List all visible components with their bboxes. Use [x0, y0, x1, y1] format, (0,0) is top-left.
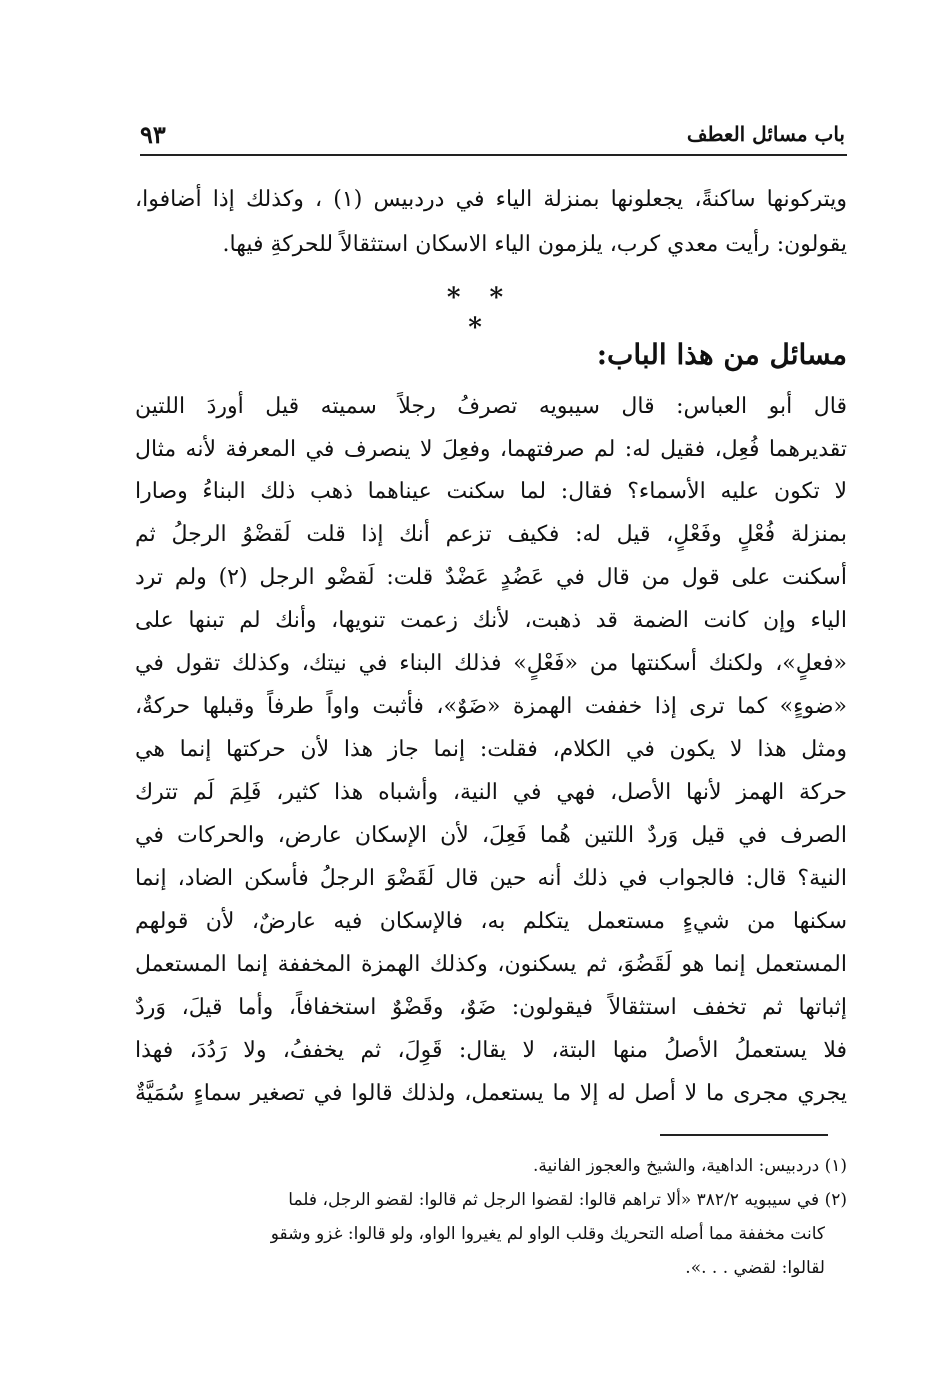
section-heading: مسائل من هذا الباب:: [596, 338, 847, 371]
intro-line: يقولون: رأيت معدي كرب، يلزمون الياء الاسكان استثقالاً للحركةِ فيها.: [222, 232, 847, 257]
body-line: المستعمل إنما هو لَقَضُوَ، ثم يسكنون، وكذلك الهمزة المخففة إنما المستعمل: [135, 952, 847, 977]
footnote-1: (١) دردبيس: الداهية، والشيخ والعجوز الفانية.: [532, 1156, 847, 1176]
body-line: «فعلٍ»، ولكنك أسكنتها من «فَعْلٍ» فذلك البناء في نيتك، وكذلك تقول في: [135, 651, 848, 676]
header-rule: [140, 154, 847, 156]
page-header: [140, 120, 845, 154]
body-line: إثباتها ثم تخفف استثقالاً فيقولون: ضَوٌ، وقَضْوٌ استخفافاً، وأما قيلَ، وَردٌ: [135, 995, 847, 1020]
footnote-2-line: لقالوا: لقضي . . .».: [685, 1258, 825, 1278]
body-line: تقديرهما فُعِل، فقيل له: لم صرفتهما، وفعِلَ لا ينصرف في المعرفة لأنه مثال: [135, 437, 847, 462]
page-number: ٩٣: [140, 120, 166, 149]
body-line: الياء وإن كانت الضمة قد ذهبت، لأنك زعمت تنويها، وأنك لم تبنها على: [135, 608, 847, 633]
body-line: الصرف في قيل وَردٌ اللتين هُما فَعِلَ، لأن الإسكان عارض، والحركات في: [135, 823, 847, 848]
body-line: يجري مجرى ما لا أصل له إلا ما يستعمل، ولذلك قالوا في تصغير سماءٍ سُمَيَّةٌ: [135, 1081, 847, 1106]
running-title: باب مسائل العطف: [686, 122, 845, 146]
body-line: أسكنت على قول من قال في عَضُدٍ عَضْدٌ قلت: لَقضْو الرجل (٢) ولم ترد: [135, 565, 847, 590]
footnote-2-line: (٢) في سيبويه ٣٨٢/٢ «ألا تراهم قالوا: لقضوا الرجل ثم قالوا: لقضو الرجل، فلما: [288, 1190, 847, 1210]
body-line: بمنزلة فُعْلٍ وفَعْلٍ، قيل له: فكيف تزعم أنك إذا قلت لَقضْوُ الرجلُ ثم: [135, 522, 847, 547]
body-line: «ضوءٍ» كما ترى إذا خففت الهمزة «ضَوٌ»، فأثبت واواً طرفاً وقبلها حركةٌ،: [135, 694, 847, 719]
body-line: النية؟ قال: فالجواب في ذلك أنه حين قال لَقَضْوَ الرجلُ فأسكن الضاد، إنما: [135, 866, 847, 891]
body-line: لا تكون عليه الأسماء؟ فقال: لما سكنت عيناهما ذهب ذلك البناءُ وصارا: [135, 479, 847, 504]
footnote-2-line: كانت مخففة مما أصله التحريك وقلب الواو لم يغيروا الواو، ولو قالوا: غزو وشقو: [270, 1224, 825, 1244]
footnote-rule: [660, 1134, 828, 1136]
body-line: فلا يستعملُ الأصلُ منها البتة، لا يقال: قَوِلَ، ثم يخففُ، ولا رَدُدَ، فهذا: [135, 1038, 847, 1063]
body-line: ومثل هذا لا يكون في الكلام، فقلت: إنما جاز هذا لأن حركتها إنما هي: [135, 737, 847, 762]
intro-line: ويتركونها ساكنةً، يجعلونها بمنزلة الياء في دردبيس (١) ، وكذلك إذا أضافوا،: [135, 187, 847, 212]
body-line: حركة الهمز لأنها الأصل، فهي في النية، وأشباه هذا كثير، فَلِمَ لَم تترك: [135, 780, 847, 805]
body-line: سكنها من شيءٍ مستعمل يتكلم به، فالإسكان فيه عارضٌ، لأن قولهم: [135, 909, 847, 934]
body-line: قال أبو العباس: قال سيبويه تصرفُ رجلاً سميته قيل أوردَ اللتين: [135, 394, 847, 419]
section-separator: * * *: [446, 283, 514, 343]
